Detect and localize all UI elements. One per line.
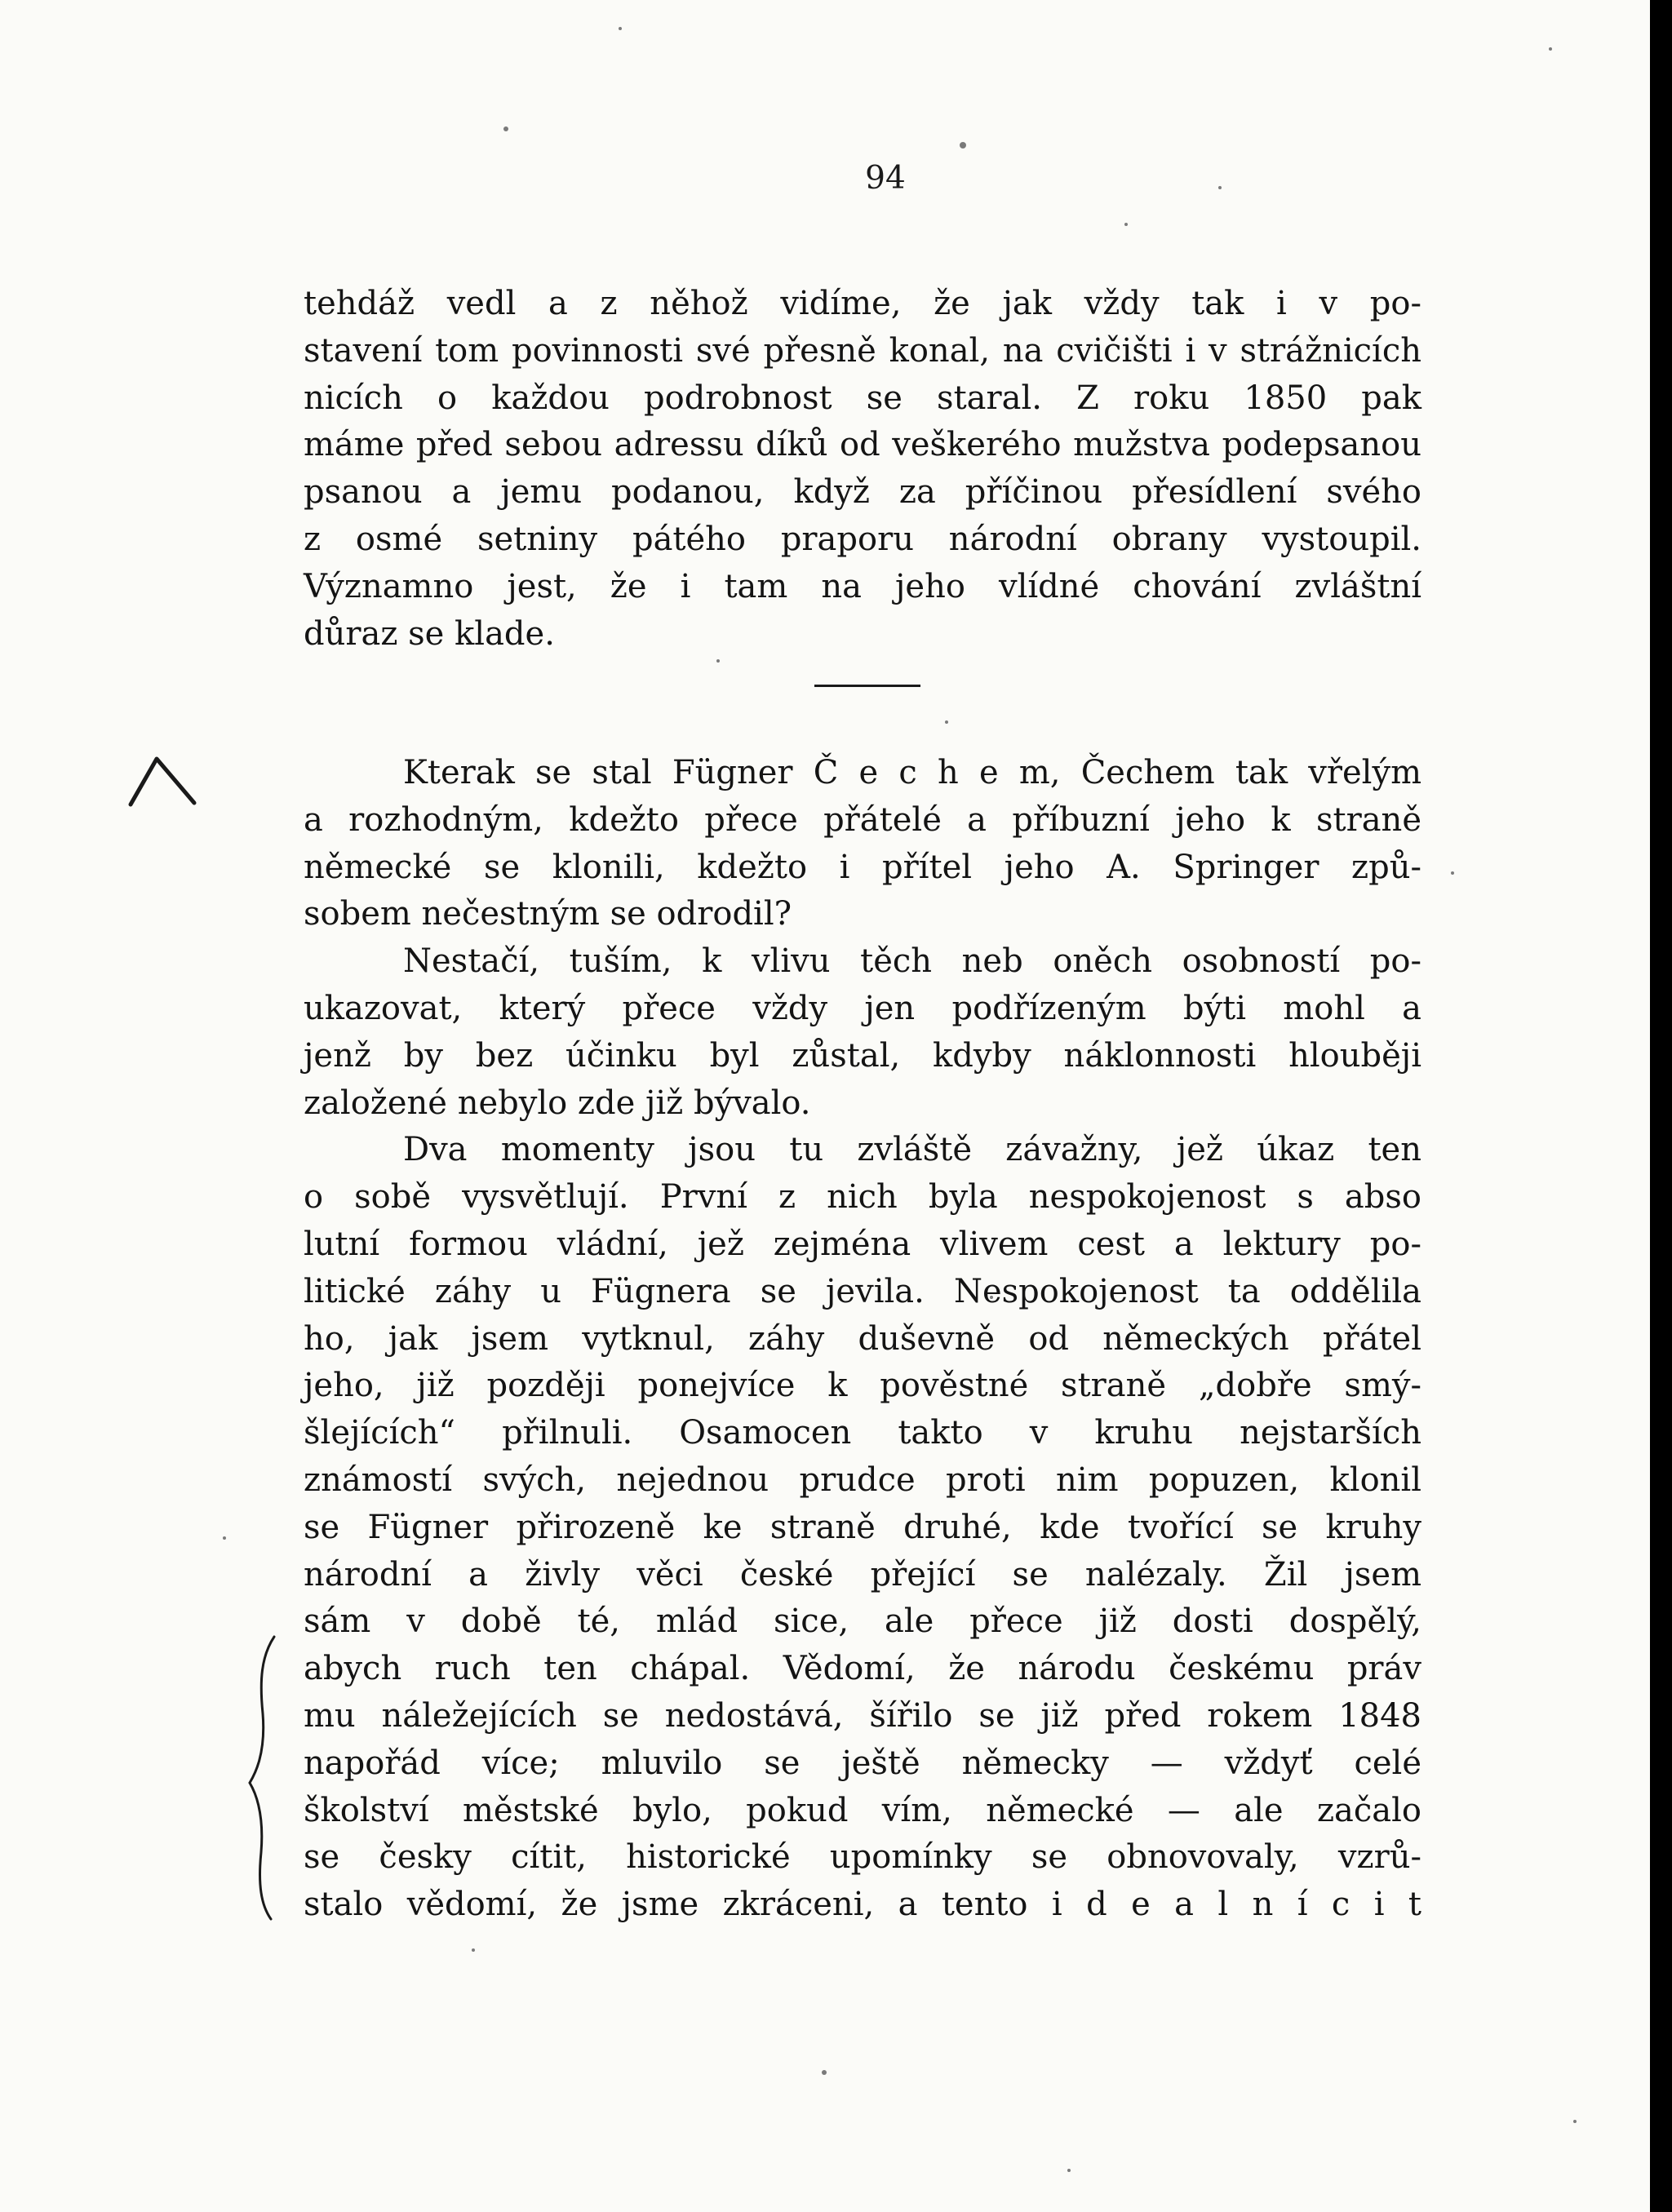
- text-line: se Fügner přirozeně ke straně druhé, kde tvořící se kruhy: [304, 1508, 1421, 1546]
- text-line: školství městské bylo, pokud vím, německé — ale začalo: [304, 1791, 1421, 1829]
- margin-caret-mark: [122, 749, 204, 814]
- text-line: Kterak se stal Fügner Č e c h e m, Čechem tak vřelým: [403, 754, 1421, 791]
- paragraph-1: [304, 281, 1421, 658]
- text-line: šlejících“ přilnuli. Osamocen takto v kruhu nejstarších: [304, 1414, 1421, 1452]
- text-line: mu náležejících se nedostává, šířilo se již před rokem 1848: [304, 1696, 1421, 1735]
- text-line: psanou a jemu podanou, když za příčinou přesídlení svého: [304, 473, 1421, 512]
- text-line: Dva momenty jsou tu zvláště závažny, jež úkaz ten: [403, 1131, 1421, 1169]
- text-line: sám v době té, mlád sice, ale přece již dosti dospělý,: [304, 1602, 1421, 1641]
- text-line: stalo vědomí, že jsme zkráceni, a tento i d e a l n í c i t: [304, 1886, 1421, 1924]
- text-line: jenž by bez účinku byl zůstal, kdyby náklonnosti hlouběji: [304, 1036, 1421, 1075]
- text-line: abych ruch ten chápal. Vědomí, že národu českému práv: [304, 1650, 1421, 1688]
- text-line: německé se klonili, kdežto i přítel jeho A. Springer způ-: [304, 848, 1421, 886]
- text-line: jeho, již později ponejvíce k pověstné straně „dobře smý-: [304, 1367, 1421, 1405]
- text-line: napořád více; mluvilo se ještě německy — vždyť celé: [304, 1744, 1421, 1782]
- text-line: a rozhodným, kdežto přece přátelé a příbuzní jeho k straně: [304, 800, 1421, 839]
- text-line: o sobě vysvětlují. První z nich byla nespokojenost s abso: [304, 1178, 1421, 1217]
- text-line: národní a živly věci české přející se nalézaly. Žil jsem: [304, 1555, 1421, 1594]
- text-line: lutní formou vládní, jež zejména vlivem cest a lektury po-: [304, 1225, 1421, 1263]
- text-line: litické záhy u Fügnera se jevila. Nespokojenost ta oddělila: [304, 1272, 1421, 1310]
- text-line: Nestačí, tuším, k vlivu těch neb oněch osobností po-: [403, 942, 1421, 981]
- text-line: stavení tom povinnosti své přesně konal, na cvičišti i v strážnicích: [304, 331, 1421, 370]
- text-line: ukazovat, který přece vždy jen podřízeným býti mohl a: [304, 989, 1421, 1027]
- page-number: 94: [865, 160, 906, 197]
- text-line: známostí svých, nejednou prudce proti nim popuzen, klonil: [304, 1461, 1421, 1499]
- text-line: z osmé setniny pátého praporu národní obrany vystoupil.: [304, 520, 1421, 558]
- text-line: sobem nečestným se odrodil?: [304, 895, 792, 933]
- main-text: [304, 750, 1421, 1929]
- text-line: máme před sebou adressu díků od veškerého mužstva podepsanou: [304, 426, 1421, 464]
- text-line: založené nebylo zde již bývalo.: [304, 1084, 811, 1122]
- text-line: se česky cítit, historické upomínky se obnovovaly, vzrů-: [304, 1838, 1421, 1877]
- text-line: Významno jest, že i tam na jeho vlídné chování zvláštní: [304, 567, 1421, 605]
- margin-bracket-mark: [243, 1632, 284, 1926]
- text-line: důraz se klade.: [304, 614, 555, 653]
- text-line: tehdáž vedl a z něhož vidíme, že jak vždy tak i v po-: [304, 285, 1421, 322]
- section-separator: [814, 685, 920, 687]
- text-line: nicích o každou podrobnost se staral. Z roku 1850 pak: [304, 379, 1421, 417]
- text-line: ho, jak jsem vytknul, záhy duševně od německých přátel: [304, 1319, 1421, 1358]
